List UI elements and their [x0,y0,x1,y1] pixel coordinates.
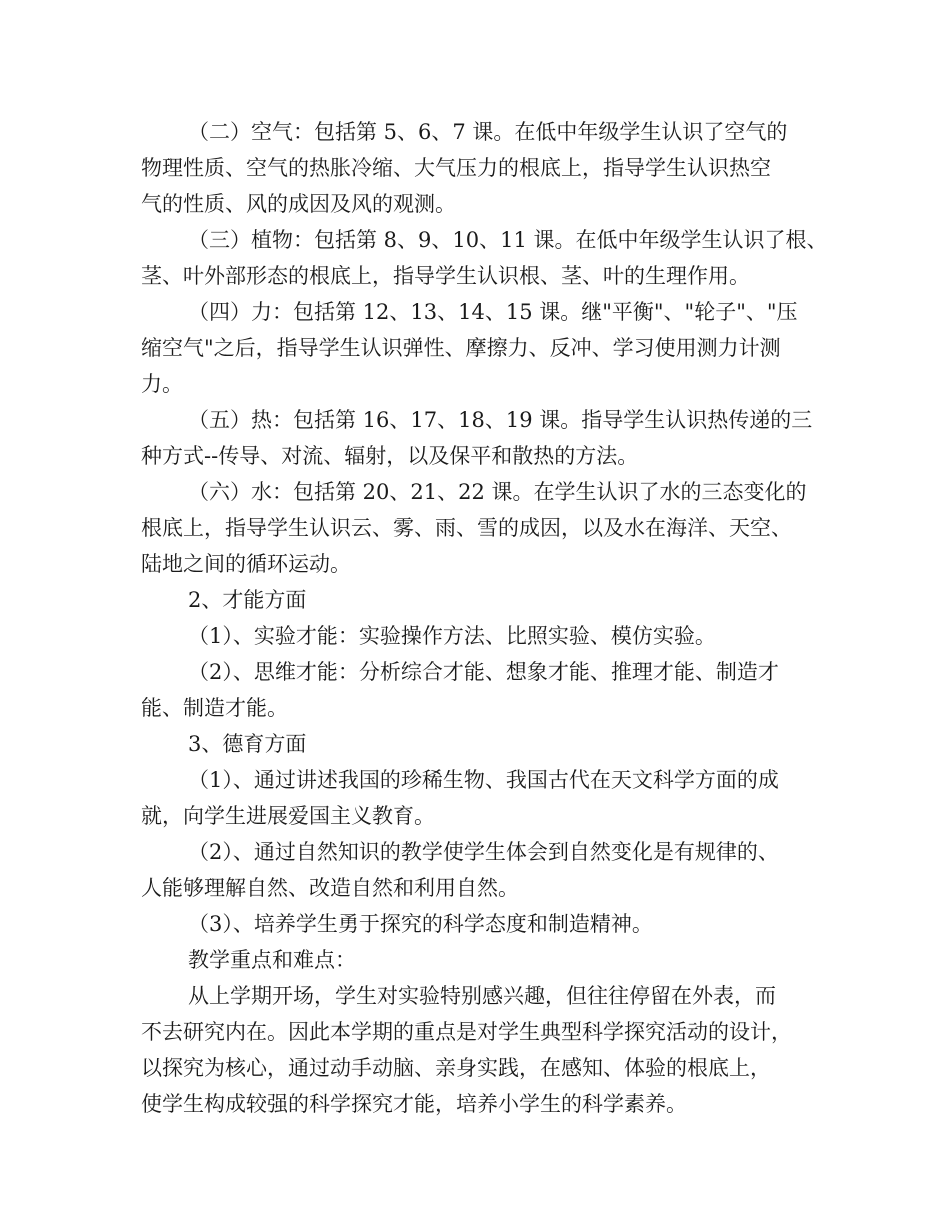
text-line-27: 以探究为核心，通过动手动脑、亲身实践，在感知、体验的根底上， [141,1056,771,1080]
text-line-21: （2）、通过自然知识的教学使学生体会到自然变化是有规律的、 [188,840,779,864]
text-line-28: 使学生构成较强的科学探究才能，培养小学生的科学素养。 [141,1092,687,1116]
text-line-1: （二）空气：包括第 5、6、7 课。在低中年级学生认识了空气的 [188,120,788,144]
text-line-5: 茎、叶外部形态的根底上，指导学生认识根、茎、叶的生理作用。 [141,264,750,288]
text-line-11: （六）水：包括第 20、21、22 课。在学生认识了水的三态变化的 [188,480,807,504]
text-line-25: 从上学期开场，学生对实验特别感兴趣，但往往停留在外表，而 [188,984,776,1008]
text-line-4: （三）植物：包括第 8、9、10、11 课。在低中年级学生认识了根、 [188,228,828,252]
text-line-12: 根底上，指导学生认识云、雾、雨、雪的成因，以及水在海洋、天空、 [141,516,792,540]
text-line-22: 人能够理解自然、改造自然和利用自然。 [141,876,519,900]
text-line-3: 气的性质、风的成因及风的观测。 [141,192,456,216]
text-line-16: （2）、思维才能：分析综合才能、想象才能、推理才能、制造才 [188,660,779,684]
text-line-19: （1）、通过讲述我国的珍稀生物、我国古代在天文科学方面的成 [188,768,779,792]
text-line-15: （1）、实验才能：实验操作方法、比照实验、模仿实验。 [188,624,716,648]
text-line-17: 能、制造才能。 [141,696,288,720]
text-line-2: 物理性质、空气的热胀冷缩、大气压力的根底上，指导学生认识热空 [141,156,771,180]
text-line-7: 缩空气"之后，指导学生认识弹性、摩擦力、反冲、学习使用测力计测 [141,336,781,360]
section-heading-focus: 教学重点和难点： [188,948,356,972]
text-line-6: （四）力：包括第 12、13、14、15 课。继"平衡"、"轮子"、"压 [188,300,798,324]
text-line-23: （3）、培养学生勇于探究的科学态度和制造精神。 [188,912,653,936]
text-line-26: 不去研究内在。因此本学期的重点是对学生典型科学探究活动的设计， [141,1020,792,1044]
document-body [141,114,841,1122]
text-line-10: 种方式--传导、对流、辐射，以及保平和散热的方法。 [141,444,639,468]
text-line-9: （五）热：包括第 16、17、18、19 课。指导学生认识热传递的三 [188,408,813,432]
section-heading-moral: 3、德育方面 [188,732,307,756]
text-line-8: 力。 [141,372,183,396]
section-heading-ability: 2、才能方面 [188,588,307,612]
text-line-20: 就，向学生进展爱国主义教育。 [141,804,435,828]
text-line-13: 陆地之间的循环运动。 [141,552,351,576]
